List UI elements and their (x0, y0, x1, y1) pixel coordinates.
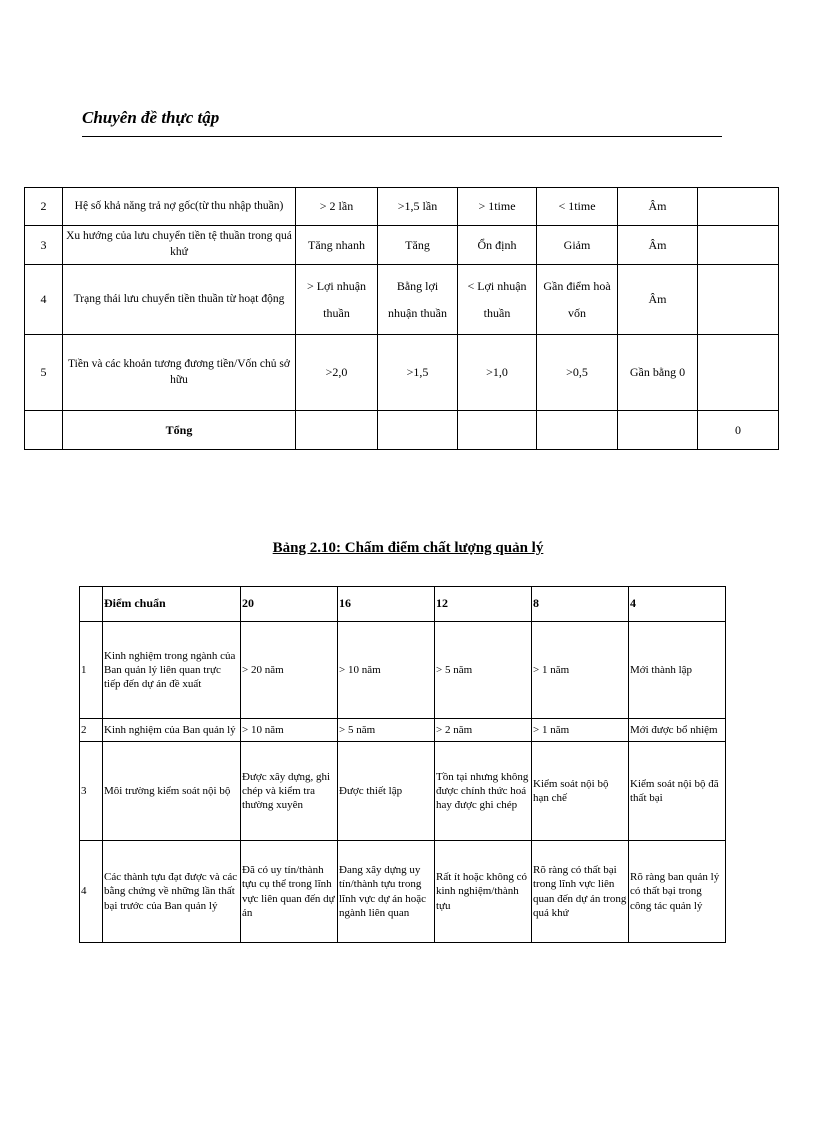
score-cell: > 20 năm (241, 622, 338, 719)
score-cell: >1,0 (458, 335, 537, 411)
row-number: 3 (25, 226, 63, 265)
table-header-row (80, 587, 726, 622)
score-cell: Được xây dựng, ghi chép và kiểm tra thường xuyên (241, 742, 338, 841)
score-cell: Gần điểm hoà vốn (537, 265, 618, 335)
row-number: 1 (80, 622, 103, 719)
total-label: Tổng (63, 411, 296, 450)
score-cell (458, 411, 537, 450)
row-number (25, 411, 63, 450)
score-cell: > 1 năm (532, 622, 629, 719)
result-cell (698, 335, 779, 411)
table-row (80, 622, 726, 719)
criterion-cell: Xu hướng của lưu chuyển tiền tệ thuần trong quá khứ (63, 226, 296, 265)
header-criterion: Điểm chuẩn (103, 587, 241, 622)
header-score-12: 12 (435, 587, 532, 622)
score-cell: > 10 năm (338, 622, 435, 719)
score-cell: Âm (618, 188, 698, 226)
criterion-cell: Hệ số khả năng trả nợ gốc(từ thu nhập thuần) (63, 188, 296, 226)
score-cell: Đang xây dựng uy tín/thành tựu trong lĩnh vực dự án hoặc ngành liên quan (338, 841, 435, 943)
score-cell: Kiểm soát nội bộ đã thất bại (629, 742, 726, 841)
score-cell: Mới thành lập (629, 622, 726, 719)
score-cell: > 5 năm (435, 622, 532, 719)
row-number: 4 (25, 265, 63, 335)
score-cell: > 2 năm (435, 719, 532, 742)
score-cell: Rõ ràng ban quản lý có thất bại trong công tác quản lý (629, 841, 726, 943)
result-cell (698, 226, 779, 265)
cashflow-scoring-table (24, 187, 779, 450)
table-caption: Bảng 2.10: Chấm điểm chất lượng quản lý (272, 540, 544, 556)
table-row (80, 841, 726, 943)
score-cell: Được thiết lập (338, 742, 435, 841)
score-cell: < Lợi nhuận thuần (458, 265, 537, 335)
header-no (80, 587, 103, 622)
criterion-cell: Kinh nghiệm của Ban quản lý (103, 719, 241, 742)
criterion-cell: Môi trường kiểm soát nội bộ (103, 742, 241, 841)
criterion-cell: Tiền và các khoản tương đương tiền/Vốn chủ sở hữu (63, 335, 296, 411)
table-row (80, 742, 726, 841)
page-header-title: Chuyên đề thực tập (82, 108, 220, 127)
score-cell (537, 411, 618, 450)
score-cell: >1,5 lần (378, 188, 458, 226)
score-cell: Ổn định (458, 226, 537, 265)
row-number: 2 (80, 719, 103, 742)
score-cell: > 2 lần (296, 188, 378, 226)
score-cell: Kiểm soát nội bộ hạn chế (532, 742, 629, 841)
table-row (80, 719, 726, 742)
table-row (25, 188, 779, 226)
score-cell: Giảm (537, 226, 618, 265)
header-score-4: 4 (629, 587, 726, 622)
row-number: 2 (25, 188, 63, 226)
header-score-20: 20 (241, 587, 338, 622)
score-cell: > 1 năm (532, 719, 629, 742)
score-cell: > 10 năm (241, 719, 338, 742)
total-row (25, 411, 779, 450)
criterion-cell: Trạng thái lưu chuyển tiền thuần từ hoạt động (63, 265, 296, 335)
result-cell (698, 188, 779, 226)
table-row (25, 226, 779, 265)
score-cell: Gần bằng 0 (618, 335, 698, 411)
table-row (25, 335, 779, 411)
header-score-16: 16 (338, 587, 435, 622)
score-cell: Âm (618, 226, 698, 265)
score-cell: Tồn tại nhưng không được chính thức hoá hay được ghi chép (435, 742, 532, 841)
score-cell: Mới được bổ nhiệm (629, 719, 726, 742)
score-cell (296, 411, 378, 450)
table-row (25, 265, 779, 335)
management-quality-table (79, 586, 726, 943)
criterion-cell: Các thành tựu đạt được và các bằng chứng về những lần thất bại trước của Ban quản lý (103, 841, 241, 943)
score-cell: > Lợi nhuận thuần (296, 265, 378, 335)
criterion-cell: Kinh nghiệm trong ngành của Ban quản lý liên quan trực tiếp đến dự án đề xuất (103, 622, 241, 719)
score-cell: > 1time (458, 188, 537, 226)
header-rule (82, 136, 722, 137)
score-cell: >2,0 (296, 335, 378, 411)
score-cell: Rõ ràng có thất bại trong lĩnh vực liên quan đến dự án trong quá khứ (532, 841, 629, 943)
score-cell: Rất ít hoặc không có kinh nghiệm/thành tựu (435, 841, 532, 943)
header-score-8: 8 (532, 587, 629, 622)
score-cell: >0,5 (537, 335, 618, 411)
score-cell: Đã có uy tín/thành tựu cụ thể trong lĩnh vực liên quan đến dự án (241, 841, 338, 943)
score-cell: Âm (618, 265, 698, 335)
score-cell (618, 411, 698, 450)
total-value: 0 (698, 411, 779, 450)
score-cell: Bằng lợi nhuận thuần (378, 265, 458, 335)
score-cell: Tăng nhanh (296, 226, 378, 265)
score-cell: >1,5 (378, 335, 458, 411)
score-cell: Tăng (378, 226, 458, 265)
score-cell (378, 411, 458, 450)
row-number: 5 (25, 335, 63, 411)
row-number: 3 (80, 742, 103, 841)
result-cell (698, 265, 779, 335)
row-number: 4 (80, 841, 103, 943)
score-cell: > 5 năm (338, 719, 435, 742)
score-cell: < 1time (537, 188, 618, 226)
